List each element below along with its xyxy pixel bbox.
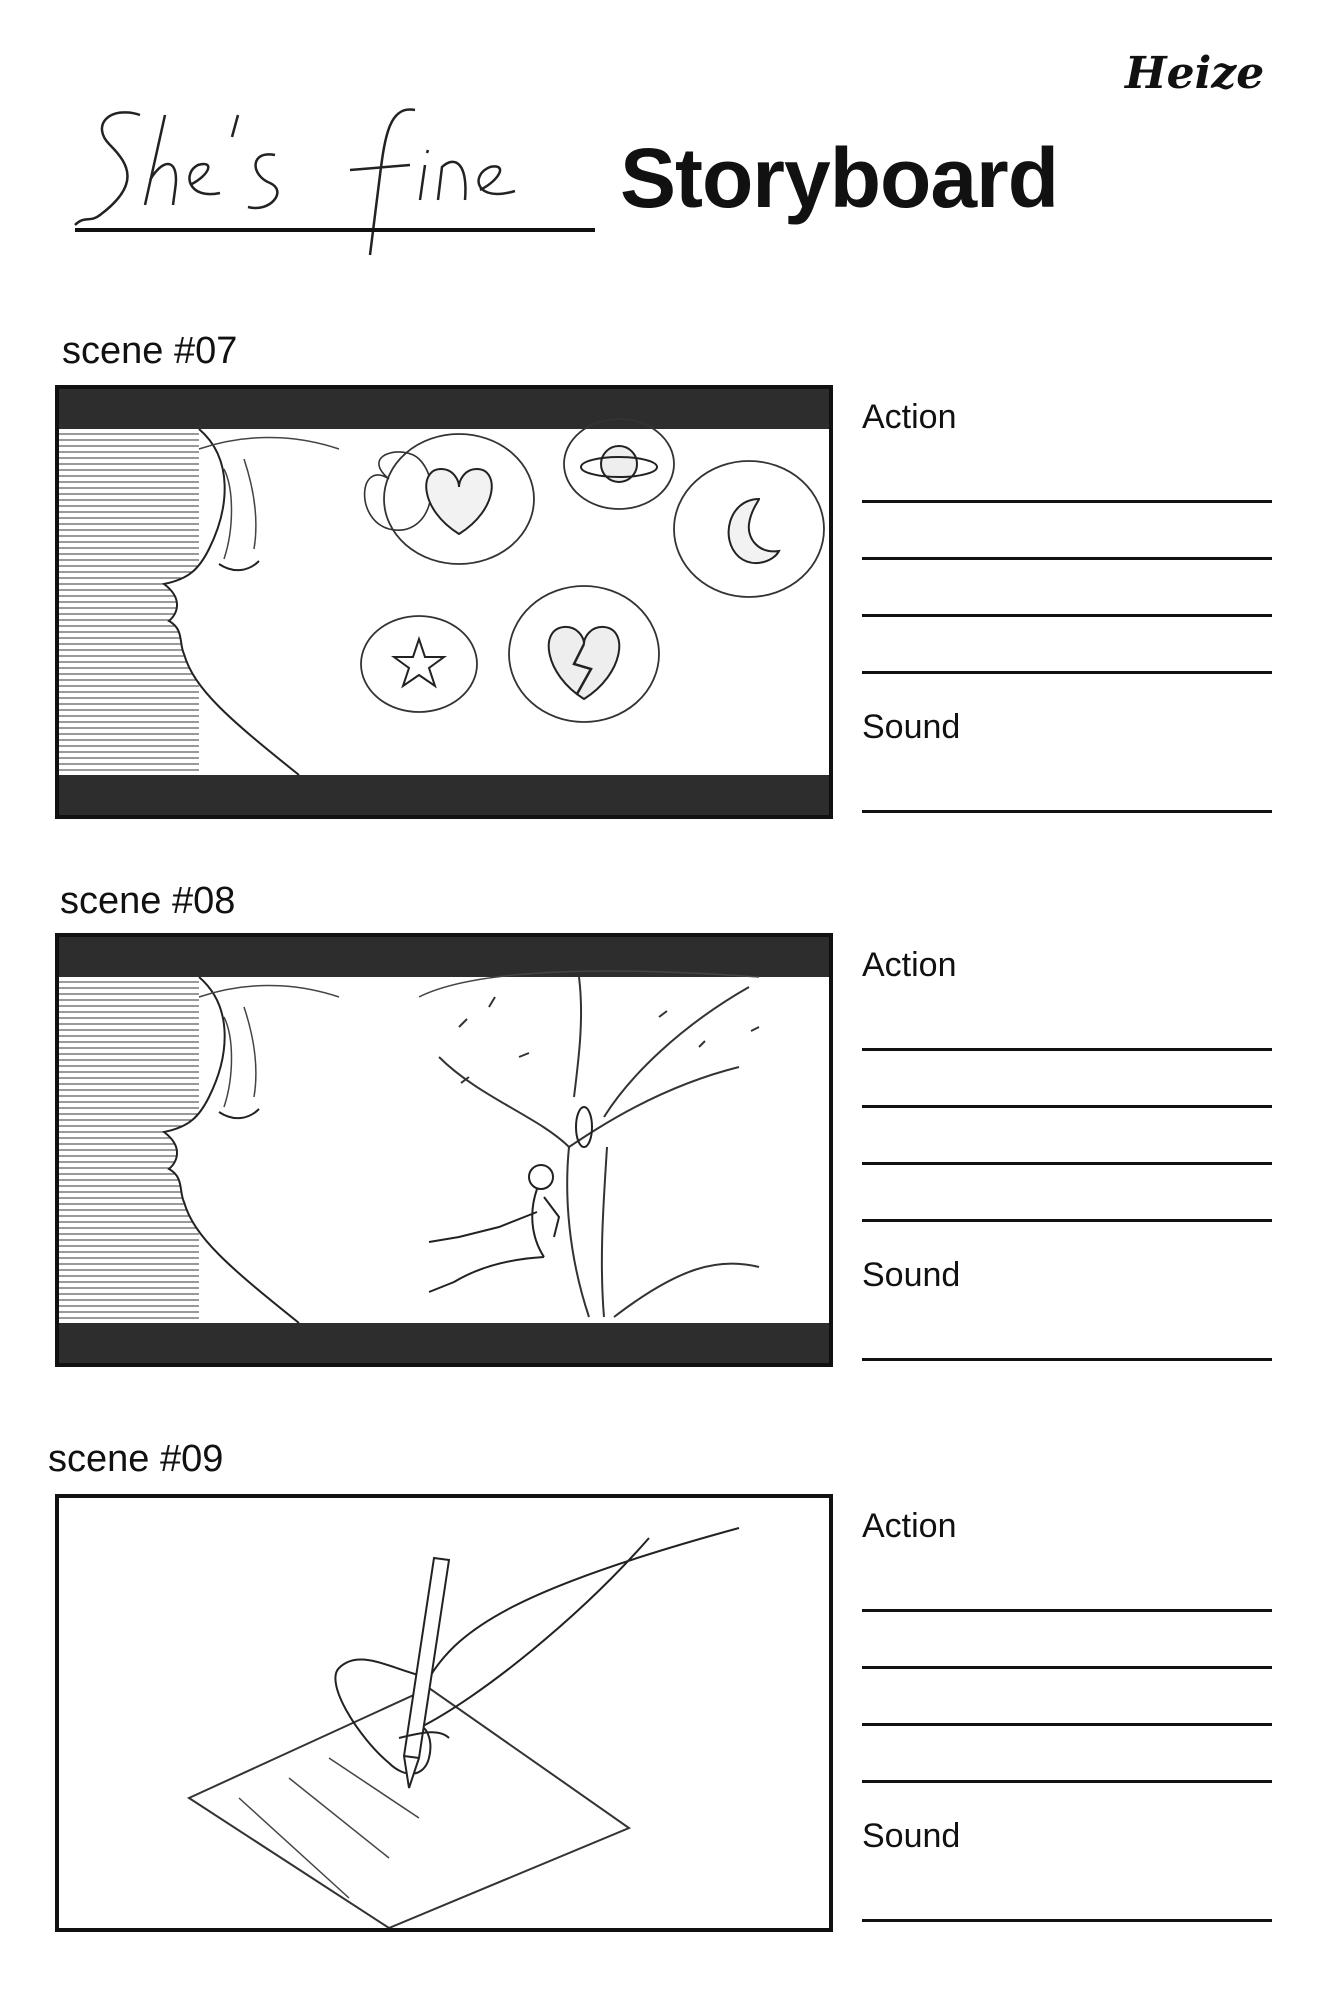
- star-icon: [361, 616, 477, 712]
- scene-08-action-line-4[interactable]: [862, 1219, 1272, 1222]
- scene-09-sound-label: Sound: [862, 1817, 961, 1855]
- scene-08-sound-line[interactable]: [862, 1358, 1272, 1361]
- scene-09-sketch: [59, 1498, 829, 1928]
- scene-label-07: scene #07: [62, 330, 238, 372]
- scene-09-action-line-1[interactable]: [862, 1609, 1272, 1612]
- scene-08-action-line-1[interactable]: [862, 1048, 1272, 1051]
- brand-logo: Heize: [1125, 48, 1265, 99]
- scene-08-action-line-3[interactable]: [862, 1162, 1272, 1165]
- scene-07-frame: [55, 385, 833, 819]
- scene-08-sound-label: Sound: [862, 1256, 961, 1294]
- scene-07-sound-line[interactable]: [862, 810, 1272, 813]
- scene-label-09: scene #09: [48, 1438, 224, 1480]
- scene-09-action-line-4[interactable]: [862, 1780, 1272, 1783]
- scene-08-action-line-2[interactable]: [862, 1105, 1272, 1108]
- hand-pencil-icon: [335, 1528, 739, 1788]
- sitting-man-icon: [429, 1165, 559, 1292]
- planet-icon: [564, 419, 674, 509]
- scene-07-action-line-2[interactable]: [862, 557, 1272, 560]
- face-profile-icon: [59, 429, 339, 775]
- scene-09-frame: [55, 1494, 833, 1932]
- scene-09-action-line-2[interactable]: [862, 1666, 1272, 1669]
- broken-heart-icon: [509, 586, 659, 722]
- page-title: Storyboard: [620, 131, 1059, 225]
- scene-label-08: scene #08: [60, 880, 236, 922]
- handwritten-title: [70, 95, 610, 275]
- scene-08-sketch: [59, 937, 829, 1363]
- scene-08-frame: [55, 933, 833, 1367]
- scene-09-sound-line[interactable]: [862, 1919, 1272, 1922]
- scene-07-action-label: Action: [862, 398, 957, 436]
- scene-07-sketch: [59, 389, 829, 815]
- scene-09-action-label: Action: [862, 1507, 957, 1545]
- scene-07-action-line-1[interactable]: [862, 500, 1272, 503]
- tree-icon: [419, 971, 759, 1317]
- scene-07-sound-label: Sound: [862, 708, 961, 746]
- scene-08-action-label: Action: [862, 946, 957, 984]
- scene-07-action-line-4[interactable]: [862, 671, 1272, 674]
- heart-icon: [365, 434, 534, 564]
- face-profile-icon: [59, 977, 339, 1323]
- moon-icon: [674, 461, 824, 597]
- scene-07-action-line-3[interactable]: [862, 614, 1272, 617]
- scene-09-action-line-3[interactable]: [862, 1723, 1272, 1726]
